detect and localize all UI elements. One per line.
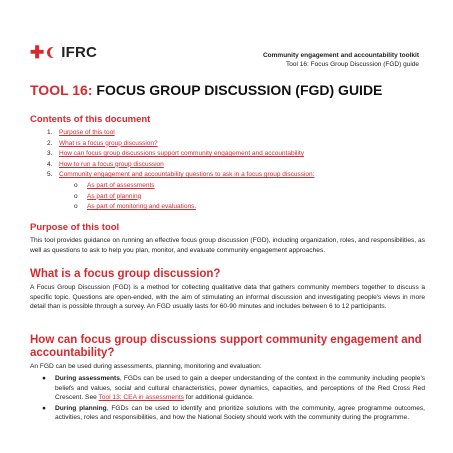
toc-number: 2. bbox=[47, 139, 53, 147]
toc-item[interactable] bbox=[47, 128, 359, 139]
list-item bbox=[42, 374, 425, 403]
tool-number: TOOL 16: bbox=[30, 82, 93, 98]
red-cross-icon: ✚ bbox=[30, 43, 45, 62]
ifrc-logo bbox=[30, 44, 97, 61]
toc-item[interactable] bbox=[47, 170, 359, 181]
toc-sub-link[interactable]: As part of planning bbox=[87, 192, 142, 200]
toc-link[interactable]: Purpose of this tool bbox=[59, 129, 115, 136]
toc-link[interactable]: What is a focus group discussion? bbox=[59, 139, 158, 147]
what-heading: What is a focus group discussion? bbox=[30, 268, 221, 280]
bullet-text: , FGDs can be used to identify and prioritize solutions with the community, agree programme outcomes, activities, roles and responsibilities, and how the National Society should work with the community during the programme. bbox=[55, 404, 425, 422]
toc-number: 1. bbox=[47, 129, 53, 136]
toc-sub-marker: o bbox=[74, 181, 78, 189]
toc-item[interactable] bbox=[47, 149, 359, 160]
what-paragraph: A Focus Group Discussion (FGD) is a method for collecting qualitative data that gathers community members together to discuss a specific topic. Questions are open-ended, with the aim of stimulating an informal discussion and investigating people's views in more detail than is possible through a survey. An FGD usually lasts for 60-90 minutes and includes between 6 to 12 participants. bbox=[30, 284, 425, 311]
how-intro: An FGD can be used during assessments, planning, monitoring and evaluation: bbox=[30, 363, 262, 370]
bullet-text-end: for additional guidance. bbox=[183, 394, 254, 402]
contents-heading: Contents of this document bbox=[30, 114, 151, 125]
toc-number: 4. bbox=[47, 160, 53, 168]
toc-sub-link[interactable]: As part of monitoring and evaluations. bbox=[87, 203, 197, 211]
toc-subitem[interactable] bbox=[47, 202, 359, 213]
how-heading: How can focus group discussions support community engagement and accountability? bbox=[30, 334, 422, 359]
bullet-label: During assessments bbox=[55, 375, 120, 382]
list-item bbox=[42, 404, 425, 423]
toc-link[interactable]: How to run a focus group discussion bbox=[59, 160, 164, 168]
bullet-icon: ● bbox=[42, 404, 46, 412]
toc-subitem[interactable] bbox=[47, 181, 359, 192]
table-of-contents bbox=[47, 128, 359, 213]
toc-sub-marker: o bbox=[74, 192, 78, 200]
bullet-icon: ● bbox=[42, 375, 46, 382]
toc-sub-marker: o bbox=[74, 203, 78, 211]
toc-link[interactable]: Community engagement and accountability questions to ask in a focus group discussion: bbox=[59, 171, 315, 179]
toc-subitem[interactable] bbox=[47, 192, 359, 203]
tool13-link[interactable]: Tool 13: CEA in assessments bbox=[98, 394, 184, 402]
toc-number: 3. bbox=[47, 150, 53, 158]
toc-link[interactable]: How can focus group discussions support community engagement and accountability bbox=[59, 150, 304, 158]
purpose-paragraph: This tool provides guidance on running an effective focus group discussion (FGD), including organization, roles, and responsibilities, as well as questions to ask to help you plan, monitor, and evaluate community engagement approaches. bbox=[30, 237, 425, 254]
header-toolkit-title: Community engagement and accountability toolkit bbox=[262, 52, 419, 59]
toc-sub-link[interactable]: As part of assessments bbox=[87, 181, 155, 189]
toc-item[interactable] bbox=[47, 160, 359, 171]
toc-number: 5. bbox=[47, 171, 53, 179]
logo-text: IFRC bbox=[61, 44, 98, 61]
tool-name: FOCUS GROUP DISCUSSION (FGD) GUIDE bbox=[96, 82, 383, 98]
bullet-label: During planning bbox=[55, 404, 107, 412]
how-bullet-list bbox=[42, 374, 425, 424]
toc-item[interactable] bbox=[47, 139, 359, 150]
document-header bbox=[263, 51, 419, 69]
bullet-text: , FGDs can be used to gain a deeper understanding of the context in the community including people's beliefs and values, social and cultural characteristics, power dynamics, capacities, and perceptions of the Red Cross Red Crescent. See bbox=[55, 375, 425, 402]
purpose-heading: Purpose of this tool bbox=[30, 222, 120, 233]
red-crescent-icon bbox=[47, 47, 58, 58]
header-tool-title: Tool 16: Focus Group Discussion (FGD) guide bbox=[286, 61, 419, 68]
page-title bbox=[30, 82, 430, 98]
